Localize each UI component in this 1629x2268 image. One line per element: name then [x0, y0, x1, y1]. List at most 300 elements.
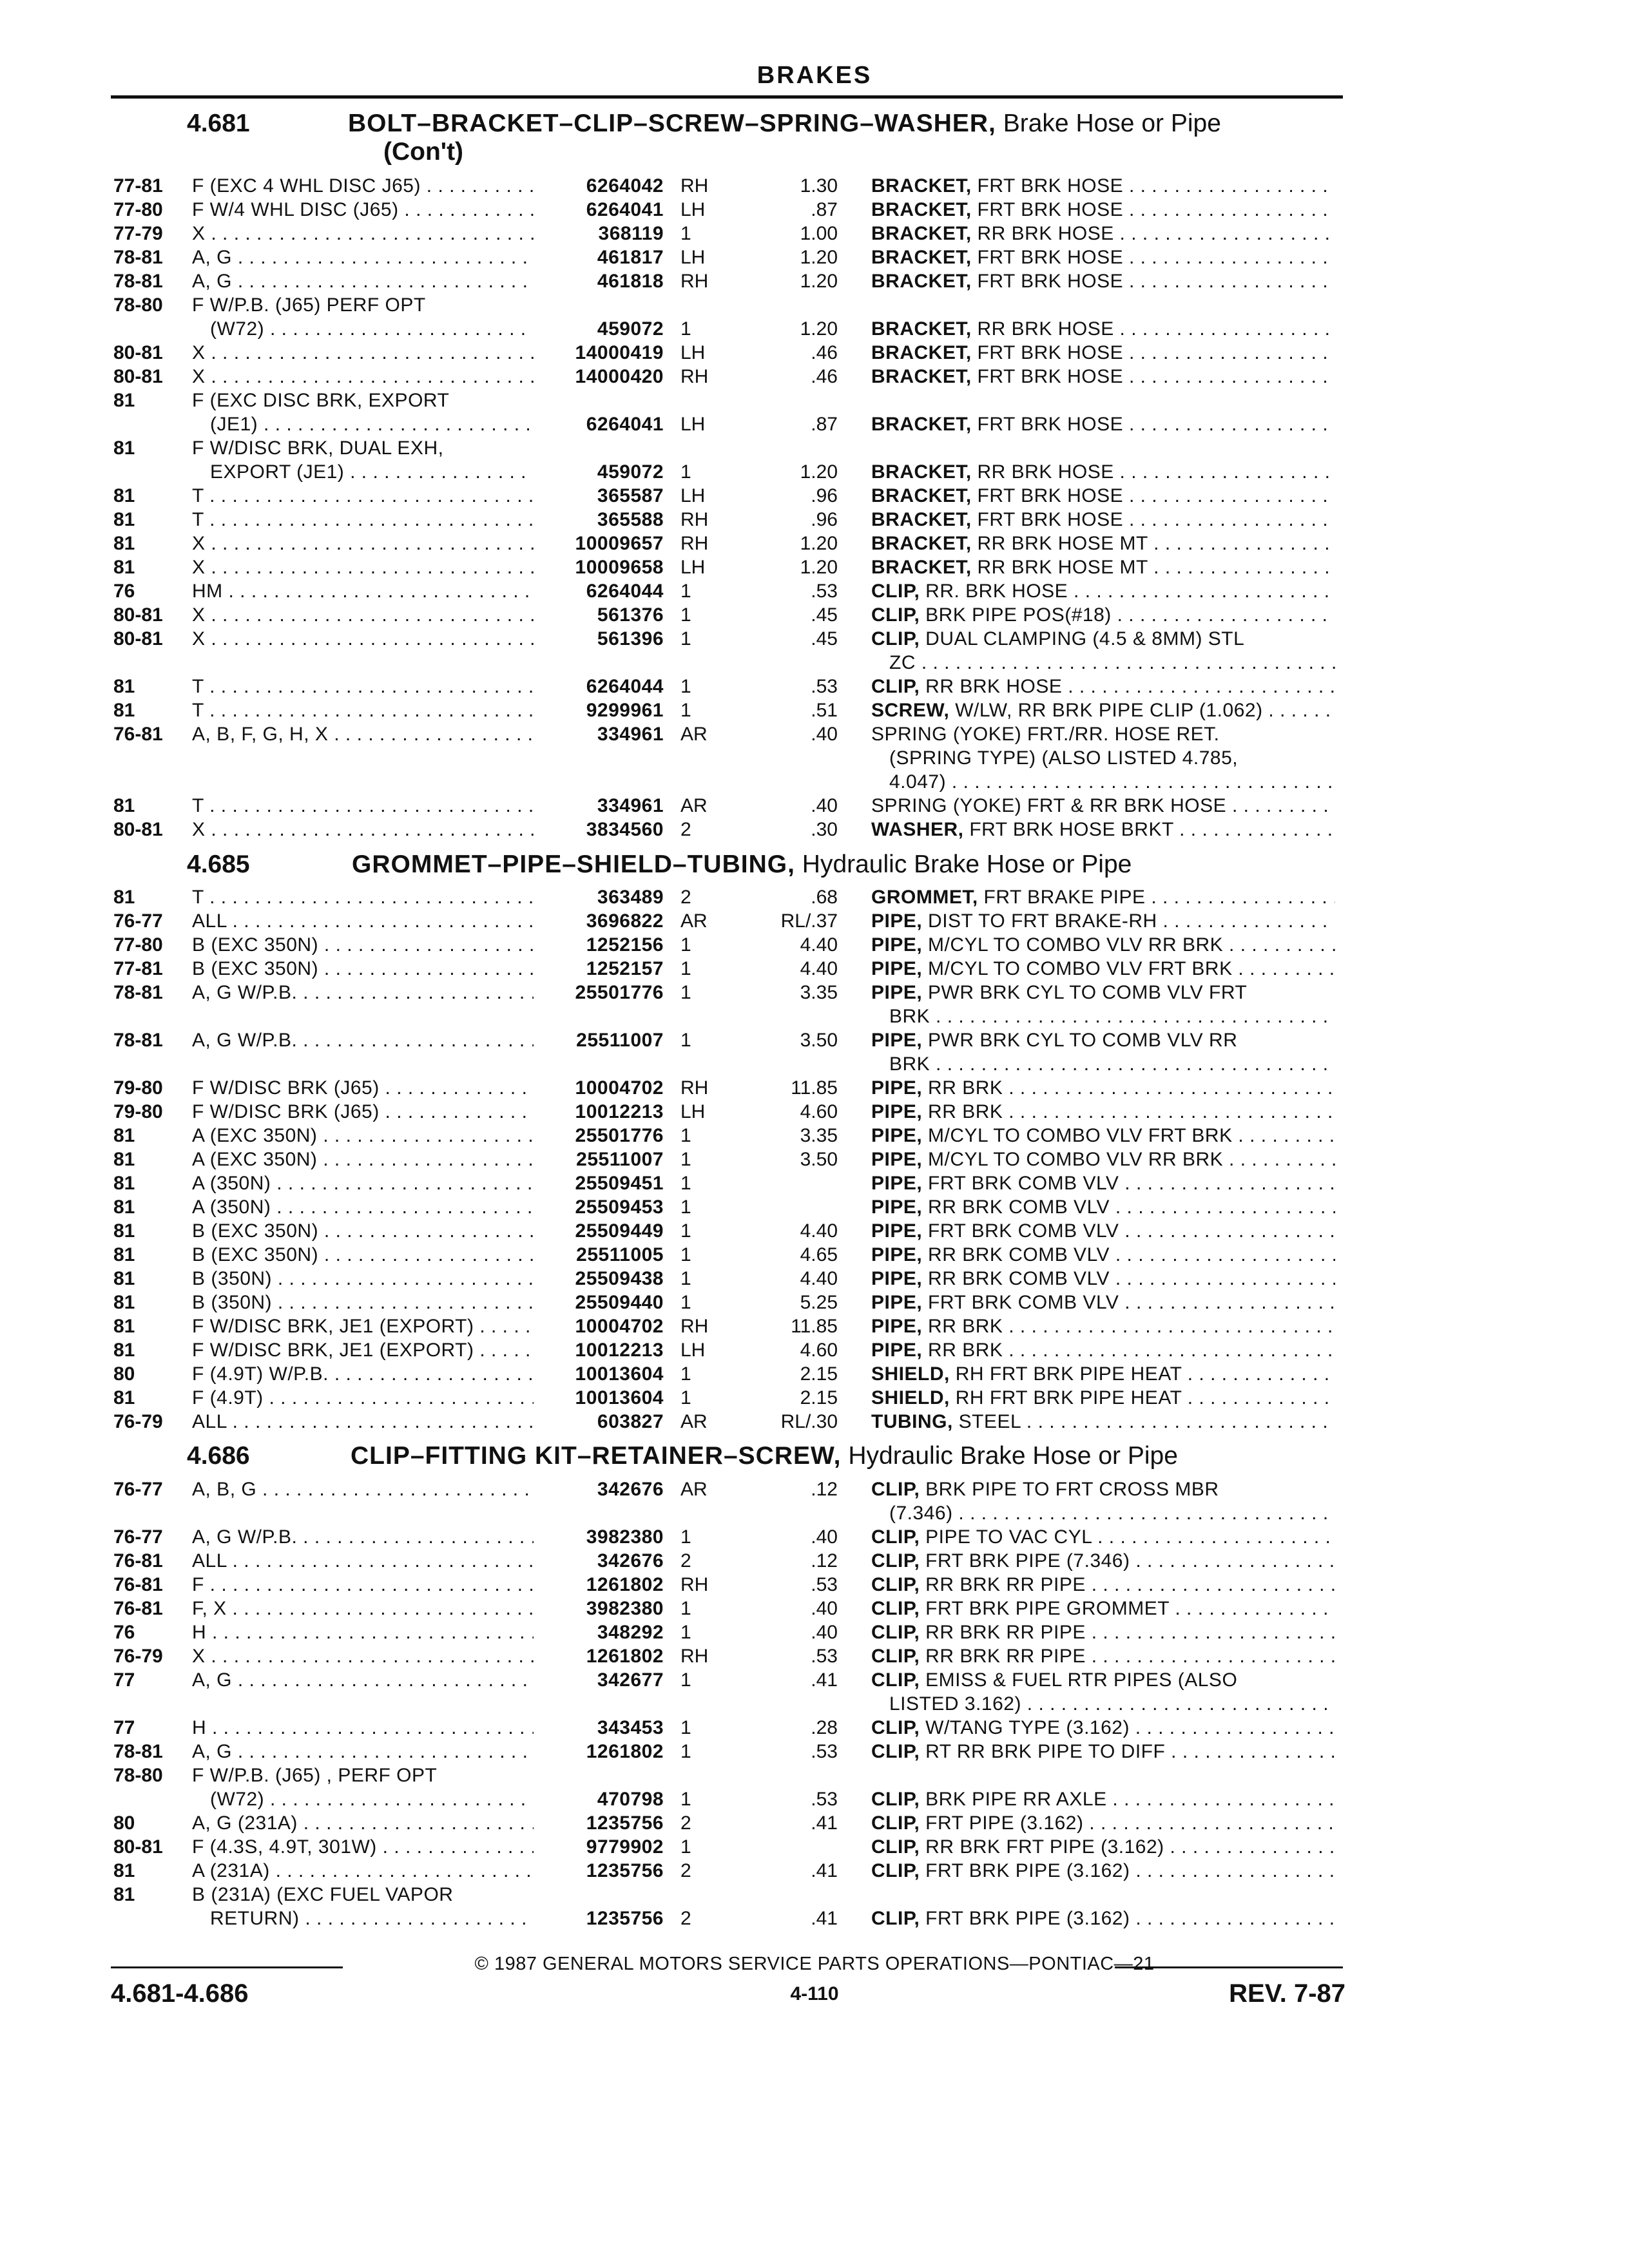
part-detail: BRK PIPE POS(#18): [920, 604, 1112, 626]
price: 1.20: [800, 557, 838, 578]
quantity: 1: [680, 1196, 691, 1218]
part-detail: M/CYL TO COMBO VLV FRT BRK: [922, 1125, 1233, 1146]
price: 2.15: [800, 1387, 838, 1408]
part-type: CLIP,: [871, 1908, 920, 1929]
vehicle-model: F W/DISC BRK (J65) . . .: [192, 1100, 534, 1124]
quantity: LH: [680, 557, 706, 578]
part-detail: DUAL CLAMPING (4.5 & 8MM) STL: [920, 628, 1245, 649]
quantity: 1: [680, 1741, 691, 1762]
model-year: 78-80: [113, 294, 163, 316]
quantity: AR: [680, 1479, 708, 1500]
part-type: CLIP,: [871, 581, 920, 602]
part-number: 561396: [597, 628, 664, 649]
model-year: 80-81: [113, 342, 163, 363]
part-description: [871, 981, 1335, 1004]
price: .41: [811, 1669, 838, 1691]
part-detail: FRT BRK HOSE: [971, 509, 1124, 530]
part-number: 6264041: [586, 414, 664, 435]
price: 4.40: [800, 934, 838, 956]
price: .28: [811, 1717, 838, 1738]
part-type: PIPE,: [871, 1340, 923, 1361]
part-number: 25511005: [576, 1244, 664, 1265]
vehicle-model: H . . .: [192, 1620, 534, 1644]
part-number: 10004702: [575, 1316, 664, 1337]
part-detail: FRT BRK PIPE GROMMET: [920, 1598, 1170, 1619]
quantity: 1: [680, 676, 691, 697]
model-year: 80-81: [113, 604, 163, 626]
vehicle-model: H . . .: [192, 1716, 534, 1740]
quantity: 1: [680, 1173, 691, 1194]
part-detail: M/CYL TO COMBO VLV RR BRK: [922, 934, 1224, 956]
vehicle-model: X . . .: [192, 1644, 534, 1668]
model-year: 79-80: [113, 1101, 163, 1122]
part-description: [871, 1410, 1335, 1434]
part-type: CLIP,: [871, 1836, 920, 1858]
part-number: 603827: [597, 1411, 664, 1432]
part-type: CLIP,: [871, 1860, 920, 1881]
part-type: PIPE,: [871, 1125, 923, 1146]
part-description: [871, 1267, 1335, 1291]
part-description: [871, 317, 1335, 341]
part-description: [871, 675, 1335, 698]
part-type: BRACKET,: [871, 414, 972, 435]
part-description: [871, 1573, 1335, 1597]
part-number: 1235756: [586, 1812, 664, 1834]
part-description: [871, 532, 1335, 555]
part-type: CLIP,: [871, 1479, 920, 1500]
quantity: LH: [680, 199, 706, 220]
part-type: BRACKET,: [871, 199, 972, 220]
vehicle-model: B (350N) . . .: [192, 1267, 534, 1291]
model-year: 79-80: [113, 1077, 163, 1099]
part-detail: FRT BRK COMB VLV: [922, 1220, 1119, 1242]
part-detail: FRT BRK HOSE: [971, 271, 1124, 292]
part-description: [871, 603, 1335, 627]
part-type: CLIP,: [871, 1622, 920, 1643]
quantity: 2: [680, 1908, 691, 1929]
quantity: 1: [680, 1717, 691, 1738]
part-description: [871, 909, 1335, 933]
part-number: 10004702: [575, 1077, 664, 1099]
vehicle-model: F W/DISC BRK, DUAL EXH,: [192, 437, 444, 459]
part-type: CLIP,: [871, 628, 920, 649]
model-year: 76-79: [113, 1646, 163, 1667]
part-number: 365587: [597, 485, 664, 506]
model-year: 76-81: [113, 1550, 163, 1571]
part-description: [871, 1644, 1335, 1668]
model-year: 76-81: [113, 1574, 163, 1595]
quantity: RH: [680, 175, 709, 197]
section-title: [352, 850, 1132, 879]
model-year: 81: [113, 1196, 135, 1218]
price: RL/.30: [780, 1411, 838, 1432]
part-description: [871, 412, 1335, 436]
model-year: 81: [113, 485, 135, 506]
vehicle-model: F W/DISC BRK, JE1 (EXPORT) . . .: [192, 1314, 534, 1338]
part-number: 10012213: [575, 1101, 664, 1122]
part-description: BRK . . .: [889, 1004, 1335, 1028]
part-description: [871, 1477, 1335, 1501]
vehicle-model: A, B, F, G, H, X . . .: [192, 722, 534, 746]
part-description: ZC . . .: [889, 651, 1335, 675]
vehicle-model: F (4.9T) W/P.B. . . .: [192, 1362, 534, 1386]
part-type: TUBING,: [871, 1411, 953, 1432]
part-number: 459072: [597, 461, 664, 483]
part-detail: RR BRK: [922, 1340, 1003, 1361]
section-title: [351, 1442, 1178, 1470]
part-description: [871, 1076, 1335, 1100]
price: .53: [811, 1574, 838, 1595]
vehicle-model: X . . .: [192, 627, 534, 651]
vehicle-model: T . . .: [192, 675, 534, 698]
part-type: PIPE,: [871, 1268, 923, 1289]
price: 1.20: [800, 318, 838, 340]
part-description: [871, 1338, 1335, 1362]
part-type: CLIP,: [871, 1789, 920, 1810]
price: .53: [811, 581, 838, 602]
part-detail: BRK PIPE RR AXLE: [920, 1789, 1107, 1810]
quantity: 1: [680, 1598, 691, 1619]
vehicle-model: X . . .: [192, 341, 534, 365]
part-detail: RH FRT BRK PIPE HEAT: [949, 1363, 1182, 1385]
part-description: [871, 1835, 1335, 1859]
part-type: PIPE,: [871, 934, 923, 956]
part-number: 25509453: [575, 1196, 664, 1218]
part-description: [871, 1100, 1335, 1124]
model-year: 81: [113, 1220, 135, 1242]
part-description: [871, 198, 1335, 222]
model-year: 81: [113, 533, 135, 554]
part-number: 6264044: [586, 581, 664, 602]
part-number: 25501776: [575, 1125, 664, 1146]
part-description: [871, 1740, 1335, 1763]
quantity: RH: [680, 1316, 709, 1337]
part-number: 365588: [597, 509, 664, 530]
price: 3.50: [800, 1149, 838, 1170]
part-number: 342677: [597, 1669, 664, 1691]
quantity: 1: [680, 1363, 691, 1385]
part-detail: BRK PIPE TO FRT CROSS MBR: [920, 1479, 1219, 1500]
model-year: 81: [113, 795, 135, 816]
part-number: 363489: [597, 887, 664, 908]
vehicle-model: A (231A) . . .: [192, 1859, 534, 1883]
model-year: 81: [113, 1340, 135, 1361]
part-type: CLIP,: [871, 1812, 920, 1834]
vehicle-model: A (350N) . . .: [192, 1195, 534, 1219]
vehicle-model: A (EXC 350N) . . .: [192, 1124, 534, 1148]
part-detail: RR BRK HOSE: [971, 318, 1114, 340]
part-detail: FRT BRK HOSE: [971, 175, 1124, 197]
part-number: 14000419: [575, 342, 664, 363]
part-number: 1235756: [586, 1860, 664, 1881]
price: .87: [811, 199, 838, 220]
part-detail: W/TANG TYPE (3.162): [920, 1717, 1130, 1738]
section-number: 4.685: [187, 850, 250, 878]
quantity: 2: [680, 819, 691, 840]
model-year: 81: [113, 1125, 135, 1146]
part-type: BRACKET,: [871, 223, 972, 244]
part-description: [871, 1362, 1335, 1386]
model-year: 76-77: [113, 1526, 163, 1548]
part-number: 10013604: [575, 1363, 664, 1385]
model-year: 76-81: [113, 1598, 163, 1619]
quantity: 1: [680, 1836, 691, 1858]
part-type: SHIELD,: [871, 1363, 950, 1385]
part-number: 461817: [597, 247, 664, 268]
quantity: LH: [680, 342, 706, 363]
quantity: AR: [680, 795, 708, 816]
quantity: 1: [680, 1125, 691, 1146]
model-year: 80: [113, 1812, 135, 1834]
part-detail: FRT BRK HOSE: [971, 485, 1124, 506]
part-detail: RH FRT BRK PIPE HEAT: [949, 1387, 1182, 1408]
part-description: [871, 1386, 1335, 1410]
section-number: 4.681: [187, 110, 250, 137]
part-number: 334961: [597, 795, 664, 816]
price: .51: [811, 700, 838, 721]
part-description: [871, 933, 1335, 957]
part-description: [871, 1171, 1335, 1195]
model-year: 81: [113, 1884, 135, 1905]
part-description: [871, 1195, 1335, 1219]
model-year: 78-81: [113, 982, 163, 1003]
part-type: WASHER,: [871, 819, 964, 840]
model-year: 81: [113, 509, 135, 530]
model-year: 81: [113, 700, 135, 721]
model-year: 80-81: [113, 628, 163, 649]
price: .45: [811, 628, 838, 649]
vehicle-model: F W/DISC BRK (J65) . . .: [192, 1076, 534, 1100]
quantity: 2: [680, 1812, 691, 1834]
part-description: [871, 1314, 1335, 1338]
part-description: [871, 957, 1335, 981]
quantity: 1: [680, 628, 691, 649]
model-year: 77: [113, 1717, 135, 1738]
part-detail: RR BRK RR PIPE: [920, 1646, 1086, 1667]
model-year: 81: [113, 1387, 135, 1408]
quantity: RH: [680, 1077, 709, 1099]
vehicle-model: A, G W/P.B. . . .: [192, 1525, 534, 1549]
vehicle-model: X . . .: [192, 818, 534, 841]
footer-copyright: © 1987 GENERAL MOTORS SERVICE PARTS OPERATIONS—PONTIAC—21: [474, 1954, 1155, 1974]
model-year: 81: [113, 676, 135, 697]
model-year: 81: [113, 1244, 135, 1265]
part-description: [871, 1243, 1335, 1267]
part-description: [871, 1811, 1335, 1835]
vehicle-model: T . . .: [192, 794, 534, 818]
vehicle-model: A, G . . .: [192, 269, 534, 293]
quantity: AR: [680, 910, 708, 932]
vehicle-model: B (EXC 350N) . . .: [192, 957, 534, 981]
section-number: 4.686: [187, 1442, 250, 1470]
vehicle-model: X . . .: [192, 222, 534, 245]
vehicle-model: F (EXC 4 WHL DISC J65) . . .: [192, 174, 534, 198]
part-detail: PWR BRK CYL TO COMB VLV RR: [922, 1030, 1238, 1051]
model-year: 77-81: [113, 958, 163, 979]
part-type: PIPE,: [871, 1173, 923, 1194]
quantity: 1: [680, 1669, 691, 1691]
vehicle-model: T . . .: [192, 508, 534, 532]
quantity: 1: [680, 1244, 691, 1265]
vehicle-model: A (EXC 350N) . . .: [192, 1148, 534, 1171]
part-number: 25509449: [575, 1220, 664, 1242]
part-detail: RR BRK FRT PIPE (3.162): [920, 1836, 1164, 1858]
part-description: [871, 341, 1335, 365]
part-description: [871, 222, 1335, 245]
model-year: 77: [113, 1669, 135, 1691]
part-type: BRACKET,: [871, 247, 972, 268]
vehicle-model: A, G W/P.B. . . .: [192, 1028, 534, 1052]
footer-page-number: 4-110: [790, 1983, 839, 2004]
price: .53: [811, 676, 838, 697]
vehicle-model: A, G . . .: [192, 1668, 534, 1692]
part-description: [871, 1124, 1335, 1148]
part-description: [871, 885, 1335, 909]
part-detail: FRT BRK PIPE (3.162): [920, 1908, 1130, 1929]
part-description: [871, 174, 1335, 198]
part-detail: FRT BRK HOSE: [971, 414, 1124, 435]
model-year: 81: [113, 1149, 135, 1170]
part-description: (SPRING TYPE) (ALSO LISTED 4.785,: [889, 747, 1239, 769]
section-title-main: CLIP–FITTING KIT–RETAINER–SCREW,: [351, 1442, 842, 1470]
price: 4.40: [800, 1220, 838, 1242]
part-detail: PWR BRK CYL TO COMB VLV FRT: [922, 982, 1248, 1003]
quantity: RH: [680, 509, 709, 530]
vehicle-model: B (EXC 350N) . . .: [192, 1243, 534, 1267]
part-detail: PIPE TO VAC CYL: [920, 1526, 1092, 1548]
part-detail: RR BRK COMB VLV: [922, 1268, 1110, 1289]
part-type: PIPE,: [871, 1244, 923, 1265]
price: .41: [811, 1908, 838, 1929]
quantity: RH: [680, 271, 709, 292]
price: .68: [811, 887, 838, 908]
part-number: 343453: [597, 1717, 664, 1738]
price: .46: [811, 366, 838, 387]
quantity: LH: [680, 414, 706, 435]
part-type: CLIP,: [871, 1574, 920, 1595]
part-type: CLIP,: [871, 1550, 920, 1571]
vehicle-model: F W/DISC BRK, JE1 (EXPORT) . . .: [192, 1338, 534, 1362]
part-detail: FRT BRK HOSE: [971, 342, 1124, 363]
price: RL/.37: [780, 910, 838, 932]
vehicle-model: T . . .: [192, 484, 534, 508]
section-header: [187, 110, 1347, 166]
price: 11.85: [791, 1316, 838, 1337]
model-year: 81: [113, 1173, 135, 1194]
part-detail: RR BRK COMB VLV: [922, 1244, 1110, 1265]
quantity: 1: [680, 318, 691, 340]
quantity: 1: [680, 982, 691, 1003]
part-type: PIPE,: [871, 1292, 923, 1313]
part-detail: FRT BRK HOSE BRKT: [963, 819, 1174, 840]
quantity: AR: [680, 1411, 708, 1432]
part-number: 14000420: [575, 366, 664, 387]
price: .87: [811, 414, 838, 435]
part-description: 4.047) . . .: [889, 770, 1335, 794]
model-year: 78-81: [113, 271, 163, 292]
part-number: 348292: [597, 1622, 664, 1643]
part-type: BRACKET,: [871, 461, 972, 483]
part-description: LISTED 3.162) . . .: [889, 1692, 1335, 1716]
quantity: RH: [680, 533, 709, 554]
part-number: 25509451: [575, 1173, 664, 1194]
part-number: 9779902: [586, 1836, 664, 1858]
vehicle-model: F W/P.B. (J65) , PERF OPT: [192, 1765, 438, 1786]
part-number: 561376: [597, 604, 664, 626]
part-number: 10013604: [575, 1387, 664, 1408]
model-year: 80-81: [113, 819, 163, 840]
vehicle-model: B (231A) (EXC FUEL VAPOR: [192, 1884, 454, 1905]
part-description: [871, 508, 1335, 532]
price: .45: [811, 604, 838, 626]
part-detail: RT RR BRK PIPE TO DIFF: [920, 1741, 1166, 1762]
quantity: 2: [680, 1860, 691, 1881]
section-title-suffix: Brake Hose or Pipe: [996, 110, 1221, 137]
quantity: 2: [680, 887, 691, 908]
part-detail: STEEL: [952, 1411, 1021, 1432]
part-detail: RR BRK COMB VLV: [922, 1196, 1110, 1218]
part-type: PIPE,: [871, 1149, 923, 1170]
part-detail: RR BRK HOSE: [971, 223, 1114, 244]
part-type: PIPE,: [871, 1316, 923, 1337]
model-year: 76: [113, 1622, 135, 1643]
quantity: 1: [680, 1789, 691, 1810]
part-type: PIPE,: [871, 1220, 923, 1242]
part-number: 25511007: [576, 1030, 664, 1051]
part-type: BRACKET,: [871, 271, 972, 292]
part-type: CLIP,: [871, 1598, 920, 1619]
part-description: BRK . . .: [889, 1052, 1335, 1076]
part-number: 1261802: [586, 1741, 664, 1762]
part-detail: RR BRK RR PIPE: [920, 1574, 1086, 1595]
quantity: 1: [680, 581, 691, 602]
vehicle-model: A, G . . .: [192, 1740, 534, 1763]
part-description: [871, 1907, 1335, 1930]
part-type: CLIP,: [871, 1669, 920, 1691]
part-number: 25509440: [575, 1292, 664, 1313]
part-number: 334961: [597, 724, 664, 745]
part-detail: FRT BRK COMB VLV: [922, 1173, 1119, 1194]
price: .40: [811, 1526, 838, 1548]
quantity: LH: [680, 247, 706, 268]
vehicle-model: (W72) . . .: [210, 317, 534, 341]
part-description: [871, 1620, 1335, 1644]
quantity: 1: [680, 1030, 691, 1051]
quantity: 1: [680, 1387, 691, 1408]
part-detail: RR BRK: [922, 1101, 1003, 1122]
part-description: [871, 1148, 1335, 1171]
vehicle-model: F (EXC DISC BRK, EXPORT: [192, 390, 450, 411]
price: 2.15: [800, 1363, 838, 1385]
vehicle-model: B (EXC 350N) . . .: [192, 1219, 534, 1243]
part-number: 6264042: [586, 175, 664, 197]
price: 4.40: [800, 958, 838, 979]
vehicle-model: A (350N) . . .: [192, 1171, 534, 1195]
part-number: 3834560: [586, 819, 664, 840]
page-title: BRAKES: [757, 62, 872, 89]
price: 4.40: [800, 1268, 838, 1289]
part-type: SHIELD,: [871, 1387, 950, 1408]
model-year: 76-79: [113, 1411, 163, 1432]
quantity: 1: [680, 1292, 691, 1313]
part-description: [871, 1549, 1335, 1573]
price: 5.25: [800, 1292, 838, 1313]
price: 4.60: [800, 1101, 838, 1122]
part-type: BRACKET,: [871, 557, 972, 578]
vehicle-model: B (350N) . . .: [192, 1291, 534, 1314]
part-type: PIPE,: [871, 958, 923, 979]
part-type: CLIP,: [871, 1646, 920, 1667]
